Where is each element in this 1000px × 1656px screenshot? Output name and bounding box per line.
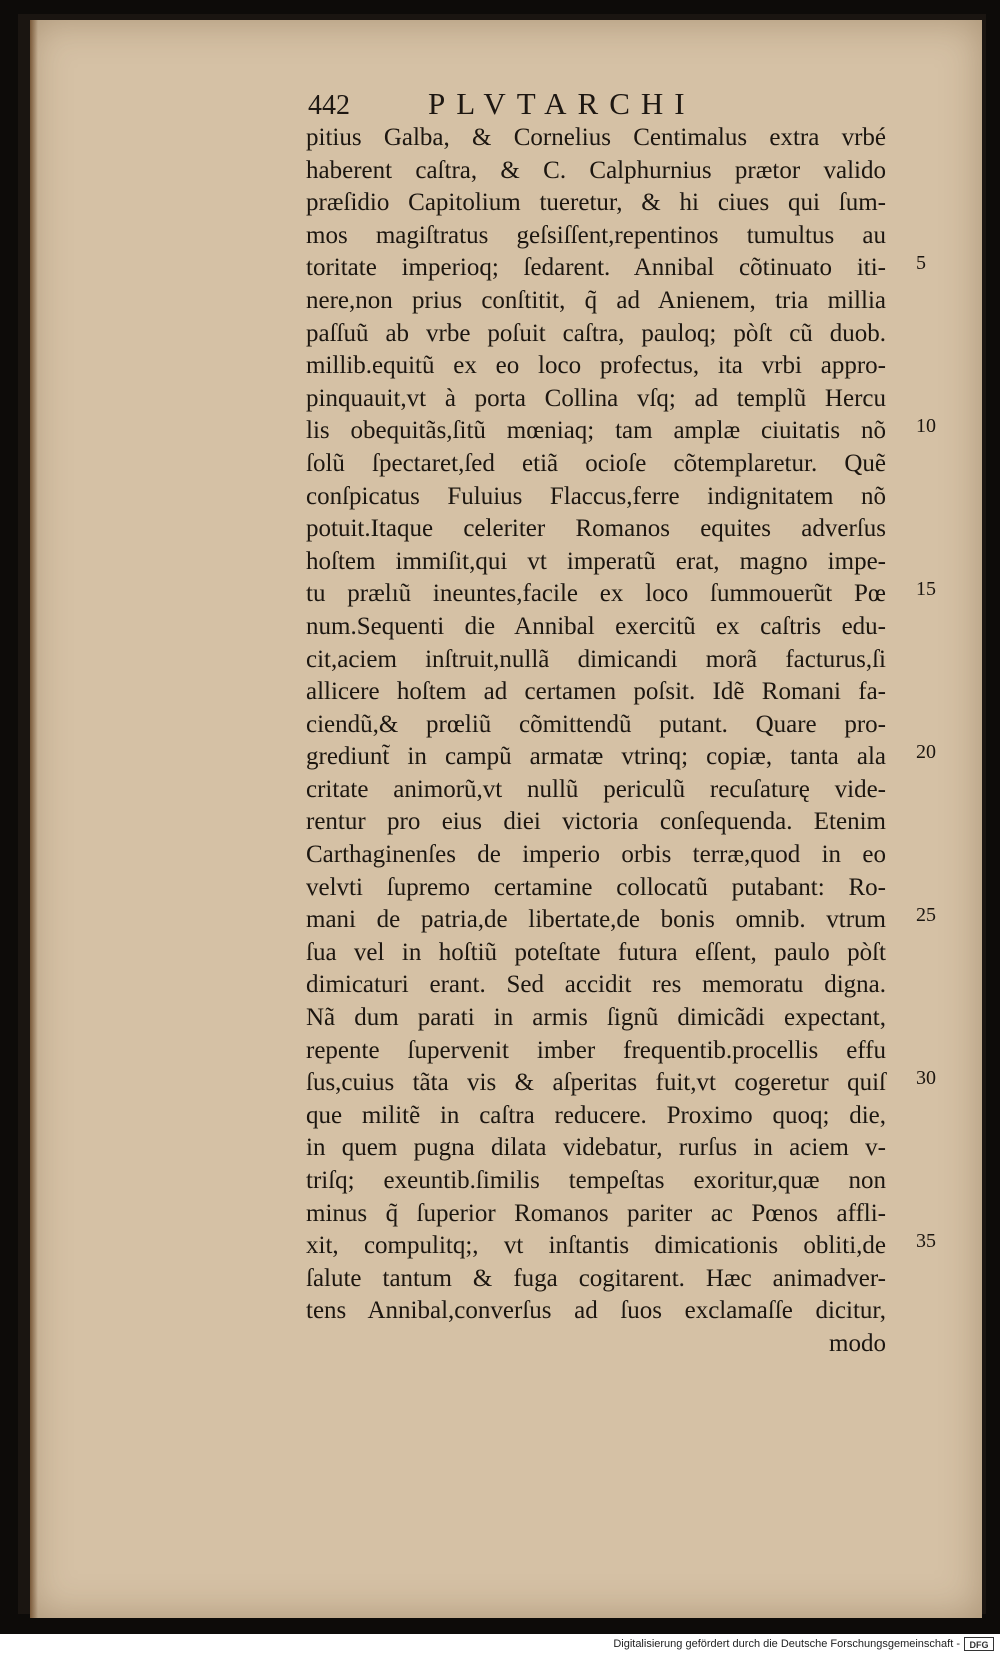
text-line: minus q̃ ſuperior Romanos pariter ac Pœnos affli- xyxy=(306,1199,886,1227)
text-line: que militẽ in caſtra reducere. Proximo quoq; die, xyxy=(306,1101,886,1129)
line-number: 25 xyxy=(916,904,936,927)
text-line: pinquauit,vt à porta Collina vſq; ad templũ Hercu xyxy=(306,384,886,412)
text-line: triſq; exeuntib.ſimilis tempeſtas exoritur,quæ non xyxy=(306,1167,886,1194)
text-line: Nã dum parati in armis ſignũ dimicãdi expectant, xyxy=(306,1004,886,1032)
text-line: haberent caſtra, & C. Calphurnius prætor valido xyxy=(306,156,886,184)
page-number: 442 xyxy=(308,90,350,121)
text-line: potuit.Itaque celeriter Romanos equites adverſus xyxy=(306,515,886,543)
text-line: toritate imperioq; ſedarent. Annibal cõtinuato iti- xyxy=(306,254,886,282)
body-text xyxy=(306,122,886,1361)
text-line: mos magiſtratus geſsiſſent,repentinos tumultus au xyxy=(306,221,886,249)
text-line: ſalute tantum & fuga cogitarent. Hæc animadver- xyxy=(306,1264,886,1292)
text-line: tu prælıũ ineuntes,facile ex loco ſummouerũt Pœ xyxy=(306,580,886,608)
text-line: hoſtem immiſit,qui vt imperatũ erat, magno impe- xyxy=(306,547,886,575)
text-line: paſſuũ ab vrbe poſuit caſtra, pauloq; pòſt cũ duob. xyxy=(306,319,886,347)
text-line: nere,non prius conſtitit, q̃ ad Anienem, tria millia xyxy=(306,286,886,314)
text-line: pitius Galba, & Cornelius Centimalus extra vrbé xyxy=(306,124,886,151)
text-line: conſpicatus Fuluius Flaccus,ferre indignitatem nõ xyxy=(306,482,886,510)
text-line: præſidio Capitolium tueretur, & hi ciues qui ſum- xyxy=(306,189,886,217)
book-page xyxy=(30,20,982,1618)
line-number: 15 xyxy=(916,578,936,601)
text-line: critate animorũ,vt nullũ periculũ recuſaturę vide- xyxy=(306,775,886,803)
text-line: mani de patria,de libertate,de bonis omnib. vtrum xyxy=(306,906,886,934)
text-line: rentur pro eius diei victoria conſequenda. Etenim xyxy=(306,808,886,836)
footer-bar xyxy=(0,1634,1000,1656)
running-title: PLVTARCHI xyxy=(428,86,696,121)
text-line: xit, compulitq;, vt inſtantis dimicationis obliti,de xyxy=(306,1232,886,1260)
text-line: ſolũ ſpectaret,ſed etiã ocioſe cõtemplaretur. Quẽ xyxy=(306,449,886,477)
text-line: millib.equitũ ex eo loco profectus, ita vrbi appro- xyxy=(306,352,886,380)
dfg-logo: DFG xyxy=(964,1637,994,1651)
text-line: grediunt̃ in campũ armatæ vtrinq; copiæ, tanta ala xyxy=(306,743,886,771)
catchword: modo xyxy=(829,1329,886,1357)
text-line: ſua vel in hoſtiũ poteſtate futura eſſent, paulo pòſt xyxy=(306,938,886,966)
footer-credit: Digitalisierung gefördert durch die Deutsche Forschungsgemeinschaft - xyxy=(613,1638,960,1650)
text-line: ſus,cuius tãta vis & aſperitas fuit,vt cogeretur quiſ xyxy=(306,1069,886,1097)
line-number: 35 xyxy=(916,1230,936,1253)
text-line: allicere hoſtem ad certamen poſsit. Idẽ Romani fa- xyxy=(306,678,886,706)
text-line: num.Sequenti die Annibal exercitũ ex caſtris edu- xyxy=(306,612,886,640)
text-line: tens Annibal,converſus ad ſuos exclamaſſe dicitur, xyxy=(306,1297,886,1325)
line-number: 20 xyxy=(916,741,936,764)
text-line: lis obequitãs,ſitũ mœniaq; tam amplæ ciuitatis nõ xyxy=(306,417,886,445)
text-line: dimicaturi erant. Sed accidit res memoratu digna. xyxy=(306,971,886,999)
text-line: repente ſupervenit imber frequentib.procellis effu xyxy=(306,1036,886,1064)
line-number: 5 xyxy=(916,252,926,275)
page-header xyxy=(308,86,828,126)
line-number: 30 xyxy=(916,1067,936,1090)
text-line: Carthaginenſes de imperio orbis terræ,quod in eo xyxy=(306,841,886,869)
text-line: in quem pugna dilata videbatur, rurſus in aciem v- xyxy=(306,1134,886,1162)
text-line: ciendũ,& prœliũ cõmittendũ putant. Quare pro- xyxy=(306,710,886,738)
text-line: cit,aciem inſtruit,nullã dimicandi morã facturus,ſi xyxy=(306,645,886,673)
line-number: 10 xyxy=(916,415,936,438)
text-line: velvti ſupremo certamine collocatũ putabant: Ro- xyxy=(306,873,886,901)
